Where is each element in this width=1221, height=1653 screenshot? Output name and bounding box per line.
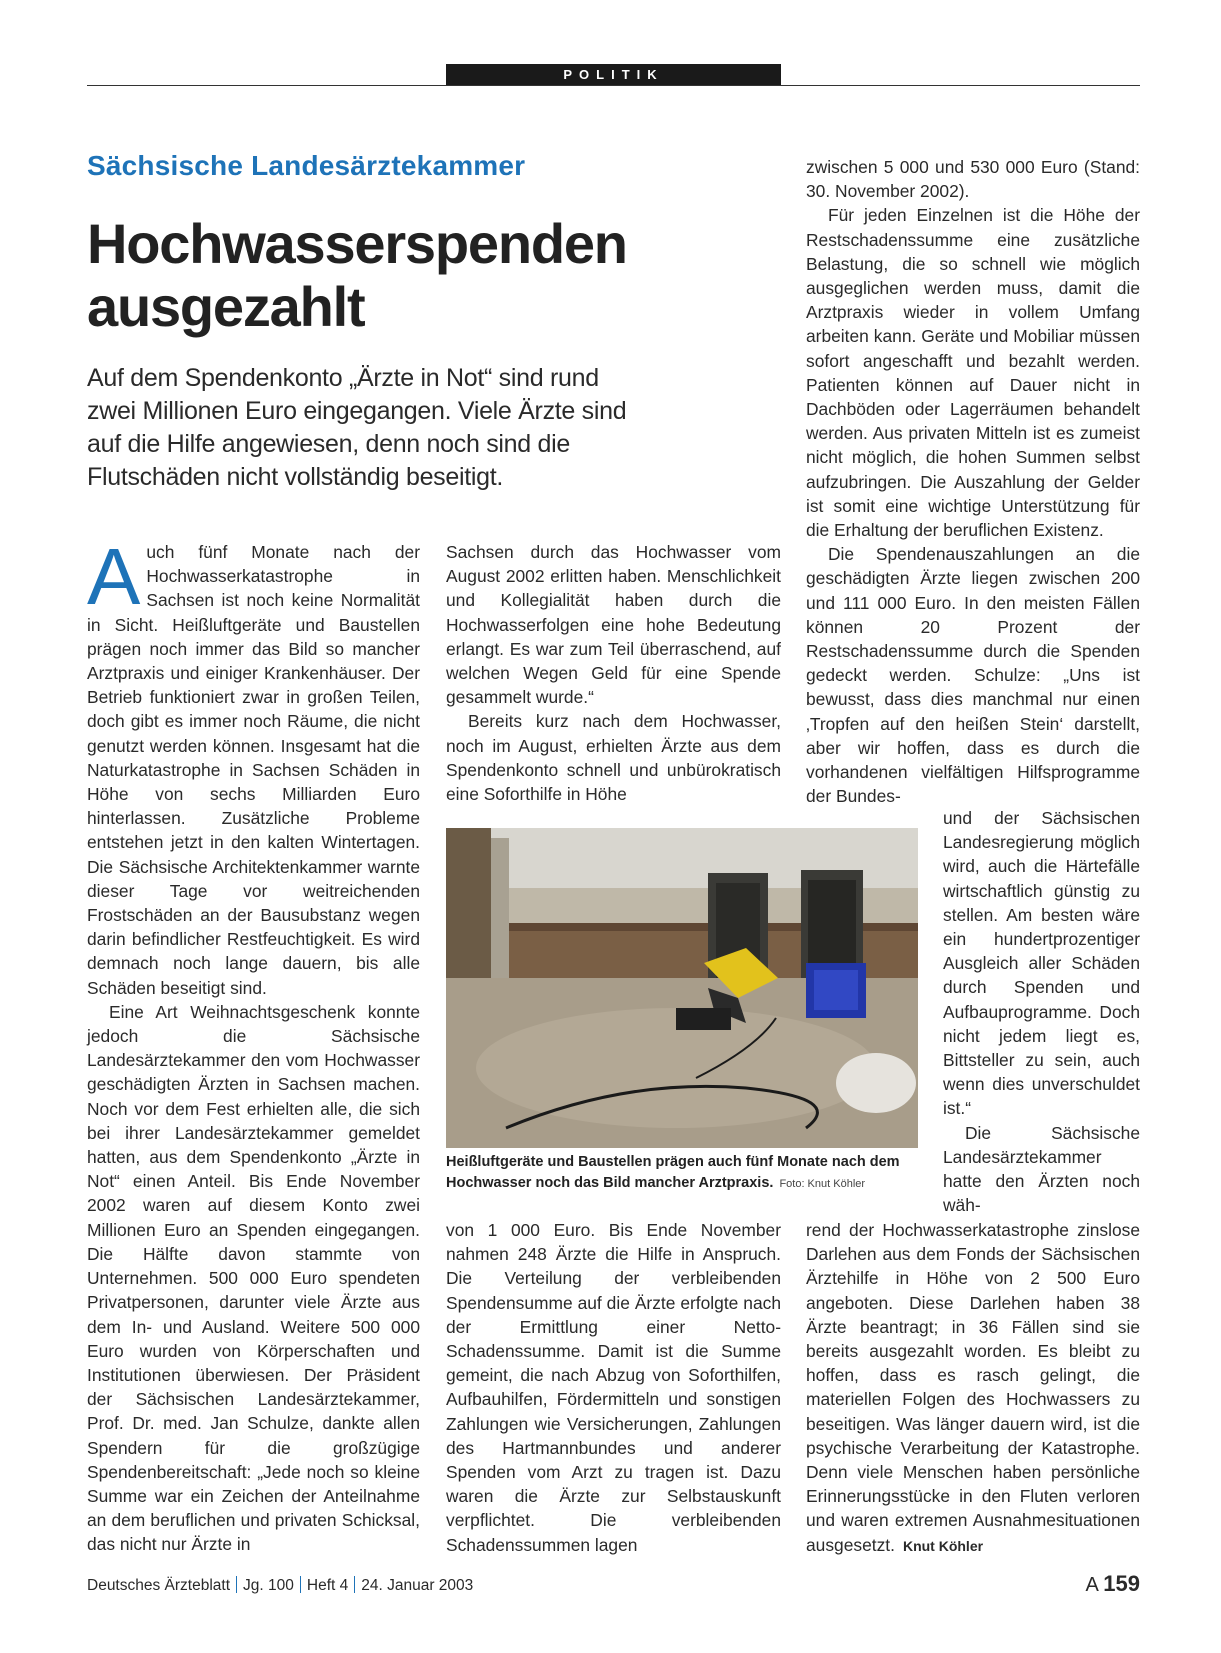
page-prefix: A [1085,1574,1098,1596]
photo-credit: Foto: Knut Köhler [779,1178,866,1190]
volume: Jg. 100 [243,1577,294,1594]
article-column-3-middle [943,806,1140,1217]
top-rule [87,85,1140,86]
footer-separator [354,1576,355,1593]
page-footer [87,1576,473,1595]
drop-cap: A [87,532,141,621]
flood-damage-photo [446,828,918,1148]
article-paragraph: Die Sächsische Landesärztekammer hatte den Ärzten noch wäh- [943,1122,1140,1216]
article-paragraph: Sachsen durch das Hochwasser vom August 2002 erlitten haben. Menschlichkeit und Kollegialität haben durch die Hochwasserfolgen eine hohe Bedeutung erlangt. Es war zum Teil überraschend, auf welchen Wegen Geld für eine Spende gesammelt wurde.“ [446,542,781,708]
publication-name: Deutsches Ärzteblatt [87,1577,231,1594]
article-column-3-bottom [806,1218,1140,1558]
article-column-2-bottom [446,1218,781,1557]
article-column-3-top [806,155,1140,808]
article-photo [446,828,918,1148]
paragraph-text: uch fünf Monate nach der Hochwasserkatastrophe in Sachsen ist noch keine Normalität in Sicht. Heißluftgeräte und Baustellen prägen noch immer das Bild so mancher Arztpraxis und einiger Krankenhäuser. Der Betrieb funktioniert zwar in großen Teilen, doch gibt es immer noch Räume, die nicht genutzt werden können. Insgesamt hat die Naturkatastrophe in Sachsen Schäden in Höhe von sechs Milliarden Euro hinterlassen. Zusätzliche Probleme entstehen jetzt in den kalten Wintertagen. Die Sächsische Architektenkammer warnte dieser Tage vor weitreichenden Frostschäden an der Bausubstanz wegen darin befindlicher Restfeuchtigkeit. Es wird demnach noch lange dauern, bis alle Schäden beseitigt sind. [87,542,420,998]
caption-text: Heißluftgeräte und Baustellen prägen auch fünf Monate nach dem Hochwasser noch das Bild mancher Arztpraxis. [446,1154,900,1191]
article-paragraph [87,532,420,1000]
article-paragraph [806,1218,1140,1558]
article-paragraph: Die Spendenauszahlungen an die geschädigten Ärzte liegen zwischen 200 und 111 000 Euro. In den meisten Fällen können 20 Prozent der Restschadenssumme durch die Spenden gedeckt werden. Schulze: „Uns ist bewusst, dass dies manchmal nur einen ‚Tropfen auf den heißen Stein‘ darstellt, aber wir hoffen, dass es durch die vorhandenen vielfältigen Hilfsprogramme der Bundes- [806,544,1140,807]
article-paragraph: und der Sächsischen Landesregierung möglich wird, auch die Härtefälle wirtschaftlich günstig zu stellen. Am besten wäre ein hundertprozentiger Ausgleich aller Schäden durch Spenden und Aufbauprogramme. Doch nicht jedem liegt es, Bittsteller zu sein, auch wenn dies unverschuldet ist.“ [943,808,1140,1119]
paragraph-text: rend der Hochwasserkatastrophe zinslose Darlehen aus dem Fonds der Sächsischen Ärztehilfe in Höhe von 2 500 Euro angeboten. Diese Darlehen haben 38 Ärzte beantragt; in 36 Fällen sind sie bereits ausgezahlt worden. Es bleibt zu hoffen, dass es rasch gelingt, die materiellen Folgen des Hochwassers zu beseitigen. Was länger dauern wird, ist die psychische Verarbeitung der Katastrophe. Denn viele Menschen haben persönliche Erinnerungsstücke in den Fluten verloren und waren extremen Ausnahmesituationen ausgesetzt. [806,1220,1140,1555]
footer-separator [236,1576,237,1593]
issue: Heft 4 [306,1577,349,1594]
article-column-1 [87,532,420,1557]
article-column-2-top [446,540,781,806]
page-number [1085,1571,1140,1597]
footer-separator [300,1576,301,1593]
article-kicker: Sächsische Landesärztekammer [87,150,526,181]
issue-date: 24. Januar 2003 [361,1577,474,1594]
author-name: Knut Köhler [902,1537,984,1554]
photo-caption [446,1152,918,1195]
article-paragraph: zwischen 5 000 und 530 000 Euro (Stand: 30. November 2002). [806,157,1140,202]
article-paragraph: Für jeden Einzelnen ist die Höhe der Restschadenssumme eine zusätzliche Belastung, die so schnell wie möglich ausgeglichen werden muss, damit die Arztpraxis wieder in vollem Umfang arbeiten kann. Geräte und Mobiliar müssen sofort angeschafft und bezahlt werden. Patienten können auf Dauer nicht in Dachböden oder Lagerräumen behandelt werden. Aus privaten Mitteln ist es zumeist nicht möglich, die hohen Summen selbst aufzubringen. Die Auszahlung der Gelder ist somit eine wichtige Unterstützung für die Erhaltung der beruflichen Existenz. [806,205,1140,541]
article-headline: Hochwasserspenden ausgezahlt [87,212,627,338]
article-paragraph: Eine Art Weihnachtsgeschenk konnte jedoch die Sächsische Landesärztekammer den vom Hochwasser geschädigten Ärzten in Sachsen machen. Noch vor dem Fest erhielten alle, die sich bei ihrer Landesärztekammer gemeldet hatten, aus dem Spendenkonto „Ärzte in Not“ einen Anteil. Bis Ende November 2002 waren auf diesem Konto zwei Millionen Euro an Spenden eingegangen. Die Hälfte davon stammte von Unternehmen. 500 000 Euro spendeten Privatpersonen, darunter viele Ärzte aus dem In- und Ausland. Weitere 500 000 Euro wurden von Körperschaften und Institutionen überwiesen. Der Präsident der Sächsischen Landesärztekammer, Prof. Dr. med. Jan Schulze, dankte allen Spendern für die großzügige Spendenbereitschaft: „Jede noch so kleine Summe war ein Zeichen der Anteilnahme an dem beruflichen und privaten Schicksal, das nicht nur Ärzte in [87,1001,420,1555]
article-paragraph: von 1 000 Euro. Bis Ende November nahmen 248 Ärzte die Hilfe in Anspruch. Die Verteilung der verbleibenden Spendensumme auf die Ärzte erfolgte nach der Ermittlung einer Netto-Schadenssumme. Damit ist die Summe gemeint, die nach Abzug von Soforthilfen, Aufbauhilfen, Fördermitteln und sonstigen Zahlungen wie Versicherungen, Zahlungen des Hartmannbundes und anderer Spenden vom Arzt zu tragen ist. Dazu waren die Ärzte zur Selbstauskunft verpflichtet. Die verbleibenden Schadenssummen lagen [446,1220,781,1555]
section-label: POLITIK [446,64,781,86]
article-lead: Auf dem Spendenkonto „Ärzte in Not“ sind rund zwei Millionen Euro eingegangen. Viele Ärzte sind auf die Hilfe angewiesen, denn noch sind die Flutschäden nicht vollständig beseitigt. [87,364,627,491]
article-paragraph: Bereits kurz nach dem Hochwasser, noch im August, erhielten Ärzte aus dem Spendenkonto schnell und unbürokratisch eine Soforthilfe in Höhe [446,711,781,805]
page-number-value: 159 [1103,1571,1140,1596]
